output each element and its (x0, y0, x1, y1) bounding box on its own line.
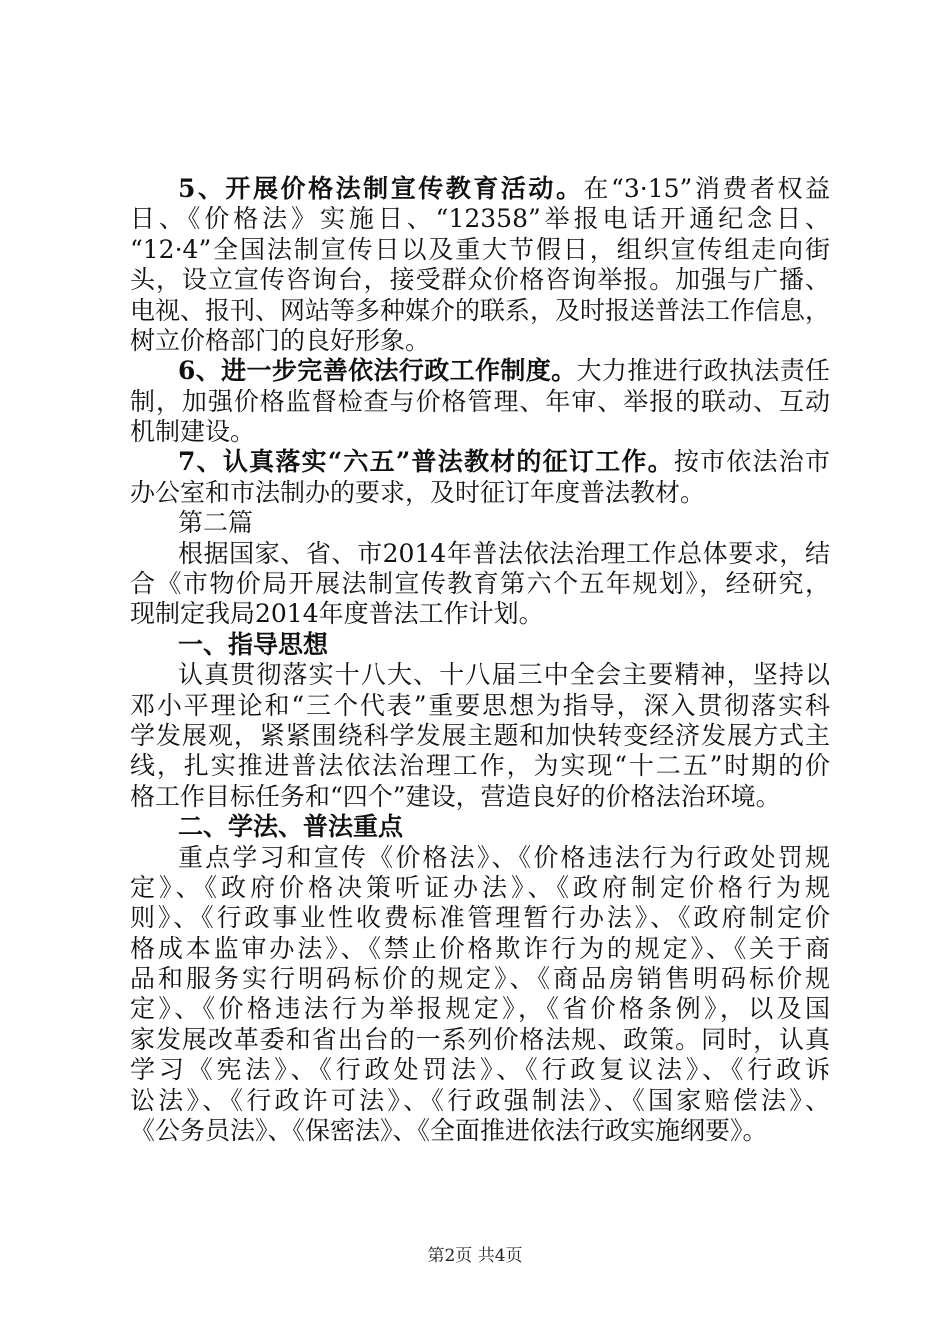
item7-line2: 办公室和市法制办的要求，及时征订年度普法教材。 (130, 477, 706, 507)
guiding-line3: 学发展观，紧紧围绕科学发展主题和加快转变经济发展方式主 (130, 720, 830, 750)
focus-line2: 定》、《政府价格决策听证办法》、《政府制定价格行为规 (130, 872, 830, 902)
guiding-line1: 认真贯彻落实十八大、十八届三中全会主要精神，坚持以 (178, 660, 830, 690)
focus-line6: 定》、《价格违法行为举报规定》，《省价格条例》，以及国 (130, 994, 830, 1024)
item6-lead: 6、进一步完善依法行政工作制度。 (178, 356, 577, 386)
focus-line4: 格成本监审办法》、《禁止价格欺诈行为的规定》、《关于商 (130, 933, 830, 963)
item6-line2: 制，加强价格监督检查与价格管理、年审、举报的联动、互动 (130, 386, 830, 416)
page-footer: 第2页 共4页 (427, 1246, 523, 1266)
item6-line1-rest: 大力推进行政执法责任 (576, 356, 830, 386)
item5-line6: 树立价格部门的良好形象。 (130, 325, 431, 355)
guiding-line5: 格工作目标任务和“四个”建设，营造良好的价格法治环境。 (130, 781, 781, 811)
intro-line2: 合《市物价局开展法制宣传教育第六个五年规划》，经研究， (130, 569, 830, 599)
focus-line7: 家发展改革委和省出台的一系列价格法规、政策。同时，认真 (130, 1024, 830, 1054)
intro-line3: 现制定我局2014年度普法工作计划。 (130, 599, 544, 629)
item7-line1 (178, 447, 830, 477)
item6-line3: 机制建设。 (130, 417, 256, 447)
heading-study-focus: 二、学法、普法重点 (178, 812, 404, 842)
focus-line3: 则》、《行政事业性收费标准管理暂行办法》、《政府制定价 (130, 903, 830, 933)
item5-line5: 电视、报刊、网站等多种媒介的联系，及时报送普法工作信息， (130, 295, 831, 325)
item6-line1 (178, 356, 830, 386)
focus-line1: 重点学习和宣传《价格法》、《价格违法行为行政处罚规 (178, 842, 830, 872)
focus-line9: 讼法》、《行政许可法》、《行政强制法》、《国家赔偿法》、 (130, 1085, 830, 1115)
item5-line4: 头，设立宣传咨询台，接受群众价格咨询举报。加强与广播、 (130, 265, 830, 295)
section-title: 第二篇 (178, 508, 254, 538)
item5-line2: 日、《价格法》实施日、“12358”举报电话开通纪念日、 (130, 204, 830, 234)
focus-line8: 学习《宪法》、《行政处罚法》、《行政复议法》、《行政诉 (130, 1055, 830, 1085)
focus-line5: 品和服务实行明码标价的规定》、《商品房销售明码标价规 (130, 964, 830, 994)
guiding-line2: 邓小平理论和“三个代表”重要思想为指导，深入贯彻落实科 (130, 690, 830, 720)
focus-line10: 《公务员法》、《保密法》、《全面推进依法行政实施纲要》。 (130, 1116, 768, 1145)
item7-line1-rest: 按市依法治市 (673, 447, 830, 477)
item5-line1-rest: 在“3·15”消费者权益 (583, 174, 830, 203)
heading-guiding-thought: 一、指导思想 (178, 629, 329, 659)
intro-line1: 根据国家、省、市2014年普法依法治理工作总体要求，结 (178, 538, 830, 568)
item5-lead: 5、开展价格法制宣传教育活动。 (178, 174, 584, 203)
item7-lead: 7、认真落实“六五”普法教材的征订工作。 (178, 447, 674, 477)
item5-line1 (178, 174, 830, 204)
item5-line3: “12·4”全国法制宣传日以及重大节假日，组织宣传组走向街 (130, 234, 830, 264)
guiding-line4: 线，扎实推进普法依法治理工作，为实现“十二五”时期的价 (130, 751, 830, 781)
